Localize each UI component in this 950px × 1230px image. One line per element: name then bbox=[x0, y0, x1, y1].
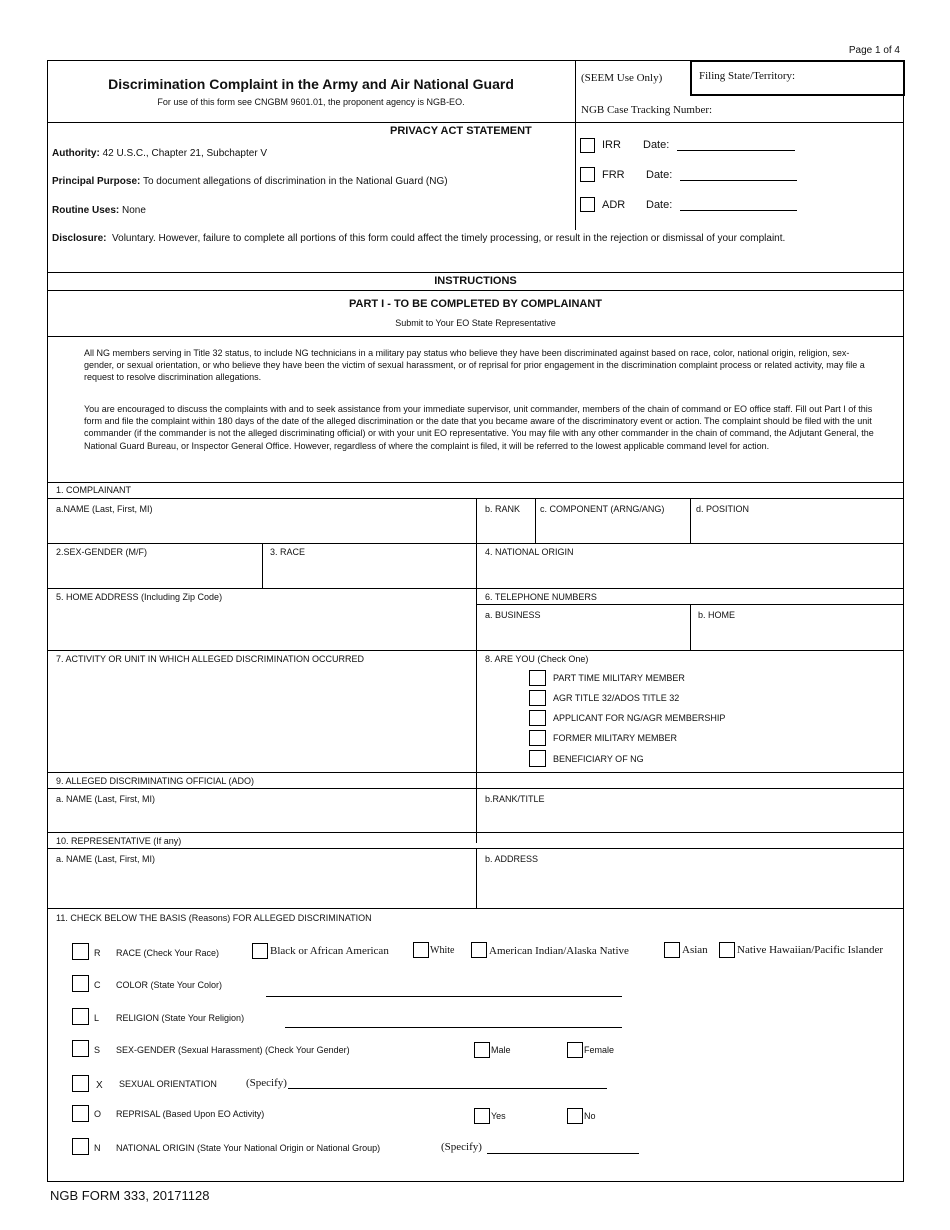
home-label: b. HOME bbox=[698, 610, 736, 620]
form-number: NGB FORM 333, 20171128 bbox=[50, 1188, 210, 1203]
are-you-label: 8. ARE YOU (Check One) bbox=[485, 654, 589, 664]
origin-basis-label: NATIONAL ORIGIN (State Your National Origin or National Group) bbox=[116, 1143, 381, 1153]
orientation-basis-label: SEXUAL ORIENTATION bbox=[119, 1079, 217, 1089]
race-basis-label: RACE (Check Your Race) bbox=[116, 948, 220, 958]
frr-checkbox[interactable] bbox=[580, 167, 595, 182]
male-checkbox[interactable] bbox=[474, 1042, 490, 1058]
phones-label: 6. TELEPHONE NUMBERS bbox=[485, 592, 597, 602]
yes-checkbox[interactable] bbox=[474, 1108, 490, 1124]
religion-field[interactable] bbox=[285, 1027, 622, 1028]
sex-code: S bbox=[94, 1045, 101, 1055]
part-time-label: PART TIME MILITARY MEMBER bbox=[553, 673, 685, 683]
adr-date-label: Date: bbox=[646, 199, 673, 211]
agr-label: AGR TITLE 32/ADOS TITLE 32 bbox=[553, 693, 680, 703]
disclosure-text: Voluntary. However, failure to complete all portions of this form could affect the timely processing, or result in the rejection or dismissal of your complaint. bbox=[112, 233, 786, 244]
instructions-para-1: All NG members serving in Title 32 status, to include NG technicians in a military pay status who believe they have been discriminated against based on race, color, national origin, religion, sex-gender, or sexual orientation, or who believe they have been the victim of sexual harassment, or of reprisal for prior engagement in the discrimination complaint process or related activity, may file a request to resolve discrimination allegations. bbox=[84, 348, 865, 383]
origin-basis-checkbox[interactable] bbox=[72, 1138, 89, 1155]
reprisal-basis-checkbox[interactable] bbox=[72, 1105, 89, 1122]
race-label: 3. RACE bbox=[270, 547, 306, 557]
no-checkbox[interactable] bbox=[567, 1108, 583, 1124]
irr-checkbox[interactable] bbox=[580, 138, 595, 153]
authority-label: Authority: bbox=[52, 148, 100, 159]
sex-basis-label: SEX-GENDER (Sexual Harassment) (Check Your Gender) bbox=[116, 1045, 350, 1055]
pacific-islander-label: Native Hawaiian/Pacific Islander bbox=[737, 944, 883, 956]
purpose-label: Principal Purpose: bbox=[52, 176, 141, 187]
white-label: White bbox=[430, 945, 455, 956]
business-label: a. BUSINESS bbox=[485, 610, 541, 620]
orientation-specify-label: (Specify) bbox=[246, 1077, 287, 1089]
ado-heading: 9. ALLEGED DISCRIMINATING OFFICIAL (ADO) bbox=[56, 776, 255, 786]
asian-label: Asian bbox=[682, 944, 708, 956]
sex-basis-checkbox[interactable] bbox=[72, 1040, 89, 1057]
rep-address-label: b. ADDRESS bbox=[485, 854, 539, 864]
origin-code: N bbox=[94, 1143, 101, 1153]
seem-label: (SEEM Use Only) bbox=[581, 72, 663, 84]
former-label: FORMER MILITARY MEMBER bbox=[553, 733, 678, 743]
irr-label: IRR bbox=[602, 139, 621, 151]
part-time-checkbox[interactable] bbox=[529, 670, 546, 686]
frr-date-label: Date: bbox=[646, 169, 673, 181]
asian-checkbox[interactable] bbox=[664, 942, 680, 958]
part-title: PART I - TO BE COMPLETED BY COMPLAINANT bbox=[348, 298, 602, 310]
routine-label: Routine Uses: bbox=[52, 205, 120, 216]
case-tracking-label: NGB Case Tracking Number: bbox=[581, 104, 713, 116]
form-subtitle: For use of this form see CNGBM 9601.01, the proponent agency is NGB-EO. bbox=[157, 97, 465, 107]
former-checkbox[interactable] bbox=[529, 730, 546, 746]
race-code: R bbox=[94, 948, 101, 958]
female-checkbox[interactable] bbox=[567, 1042, 583, 1058]
black-label: Black or African American bbox=[270, 945, 389, 957]
routine-text: None bbox=[122, 205, 146, 216]
origin-field[interactable] bbox=[487, 1153, 639, 1154]
american-indian-label: American Indian/Alaska Native bbox=[489, 945, 629, 957]
rank-label: b. RANK bbox=[485, 504, 521, 514]
white-checkbox[interactable] bbox=[413, 942, 429, 958]
religion-basis-label: RELIGION (State Your Religion) bbox=[116, 1013, 245, 1023]
orientation-field[interactable] bbox=[288, 1088, 607, 1089]
instructions-para-2: You are encouraged to discuss the complaints with and to seek assistance from your immediate supervisor, unit commander, members of the chain of command or EO office staff. Fill out Part I of this form and file the complaint within 180 days of the date of the alleged discrimination or the date that you became aware of the discriminatory event or action. The complaint should be filed with the unit commander (if the commander is not the alleged discriminating official) or with your unit EO representative. You may file with any other commander in the chain of command, the Adjutant General, the National Guard Bureau, or Inspector General Office. However, regardless of where the complaint is filed, it will be referred to the lowest applicable command level for action. bbox=[84, 404, 874, 451]
activity-label: 7. ACTIVITY OR UNIT IN WHICH ALLEGED DISCRIMINATION OCCURRED bbox=[56, 654, 365, 664]
adr-label: ADR bbox=[602, 199, 626, 211]
applicant-checkbox[interactable] bbox=[529, 710, 546, 726]
irr-date-label: Date: bbox=[643, 139, 670, 151]
race-basis-checkbox[interactable] bbox=[72, 943, 89, 960]
basis-heading: 11. CHECK BELOW THE BASIS (Reasons) FOR ALLEGED DISCRIMINATION bbox=[56, 913, 372, 923]
black-checkbox[interactable] bbox=[252, 943, 268, 959]
sex-label: 2.SEX-GENDER (M/F) bbox=[56, 547, 148, 557]
yes-label: Yes bbox=[491, 1111, 506, 1121]
female-label: Female bbox=[584, 1045, 615, 1055]
authority-text: 42 U.S.C., Chapter 21, Subchapter V bbox=[102, 148, 268, 159]
origin-specify-label: (Specify) bbox=[441, 1141, 482, 1153]
orientation-code: X bbox=[96, 1080, 103, 1091]
complainant-heading: 1. COMPLAINANT bbox=[56, 485, 132, 495]
beneficiary-checkbox[interactable] bbox=[529, 750, 546, 767]
instructions-heading: INSTRUCTIONS bbox=[434, 275, 517, 287]
irr-date-field[interactable] bbox=[677, 150, 795, 151]
beneficiary-label: BENEFICIARY OF NG bbox=[553, 754, 644, 764]
adr-date-field[interactable] bbox=[680, 210, 797, 211]
address-label: 5. HOME ADDRESS (Including Zip Code) bbox=[56, 592, 223, 602]
purpose-text: To document allegations of discrimination in the National Guard (NG) bbox=[142, 176, 448, 187]
position-label: d. POSITION bbox=[696, 504, 750, 514]
form-title: Discrimination Complaint in the Army and Air National Guard bbox=[108, 76, 514, 92]
frr-date-field[interactable] bbox=[680, 180, 797, 181]
adr-checkbox[interactable] bbox=[580, 197, 595, 212]
name-label: a.NAME (Last, First, MI) bbox=[56, 504, 153, 514]
rep-name-label: a. NAME (Last, First, MI) bbox=[56, 854, 156, 864]
orientation-basis-checkbox[interactable] bbox=[72, 1075, 89, 1092]
religion-code: L bbox=[94, 1013, 100, 1023]
ado-name-label: a. NAME (Last, First, MI) bbox=[56, 794, 156, 804]
religion-basis-checkbox[interactable] bbox=[72, 1008, 89, 1025]
disclosure-label: Disclosure: bbox=[52, 233, 107, 244]
color-field[interactable] bbox=[266, 996, 622, 997]
color-basis-label: COLOR (State Your Color) bbox=[116, 980, 223, 990]
ado-rank-label: b.RANK/TITLE bbox=[485, 794, 545, 804]
color-basis-checkbox[interactable] bbox=[72, 975, 89, 992]
pacific-islander-checkbox[interactable] bbox=[719, 942, 735, 958]
no-label: No bbox=[584, 1111, 596, 1121]
frr-label: FRR bbox=[602, 169, 625, 181]
privacy-heading: PRIVACY ACT STATEMENT bbox=[390, 125, 532, 137]
page-number: Page 1 of 4 bbox=[848, 45, 900, 56]
part-subtitle: Submit to Your EO State Representative bbox=[395, 318, 556, 328]
applicant-label: APPLICANT FOR NG/AGR MEMBERSHIP bbox=[553, 713, 726, 723]
origin-label: 4. NATIONAL ORIGIN bbox=[485, 547, 574, 557]
reprisal-basis-label: REPRISAL (Based Upon EO Activity) bbox=[116, 1109, 265, 1119]
agr-checkbox[interactable] bbox=[529, 690, 546, 706]
component-label: c. COMPONENT (ARNG/ANG) bbox=[540, 504, 665, 514]
rep-heading: 10. REPRESENTATIVE (If any) bbox=[56, 836, 182, 846]
male-label: Male bbox=[491, 1045, 511, 1055]
american-indian-checkbox[interactable] bbox=[471, 942, 487, 958]
reprisal-code: O bbox=[94, 1109, 102, 1119]
color-code: C bbox=[94, 980, 101, 990]
filing-state-label: Filing State/Territory: bbox=[699, 70, 796, 82]
